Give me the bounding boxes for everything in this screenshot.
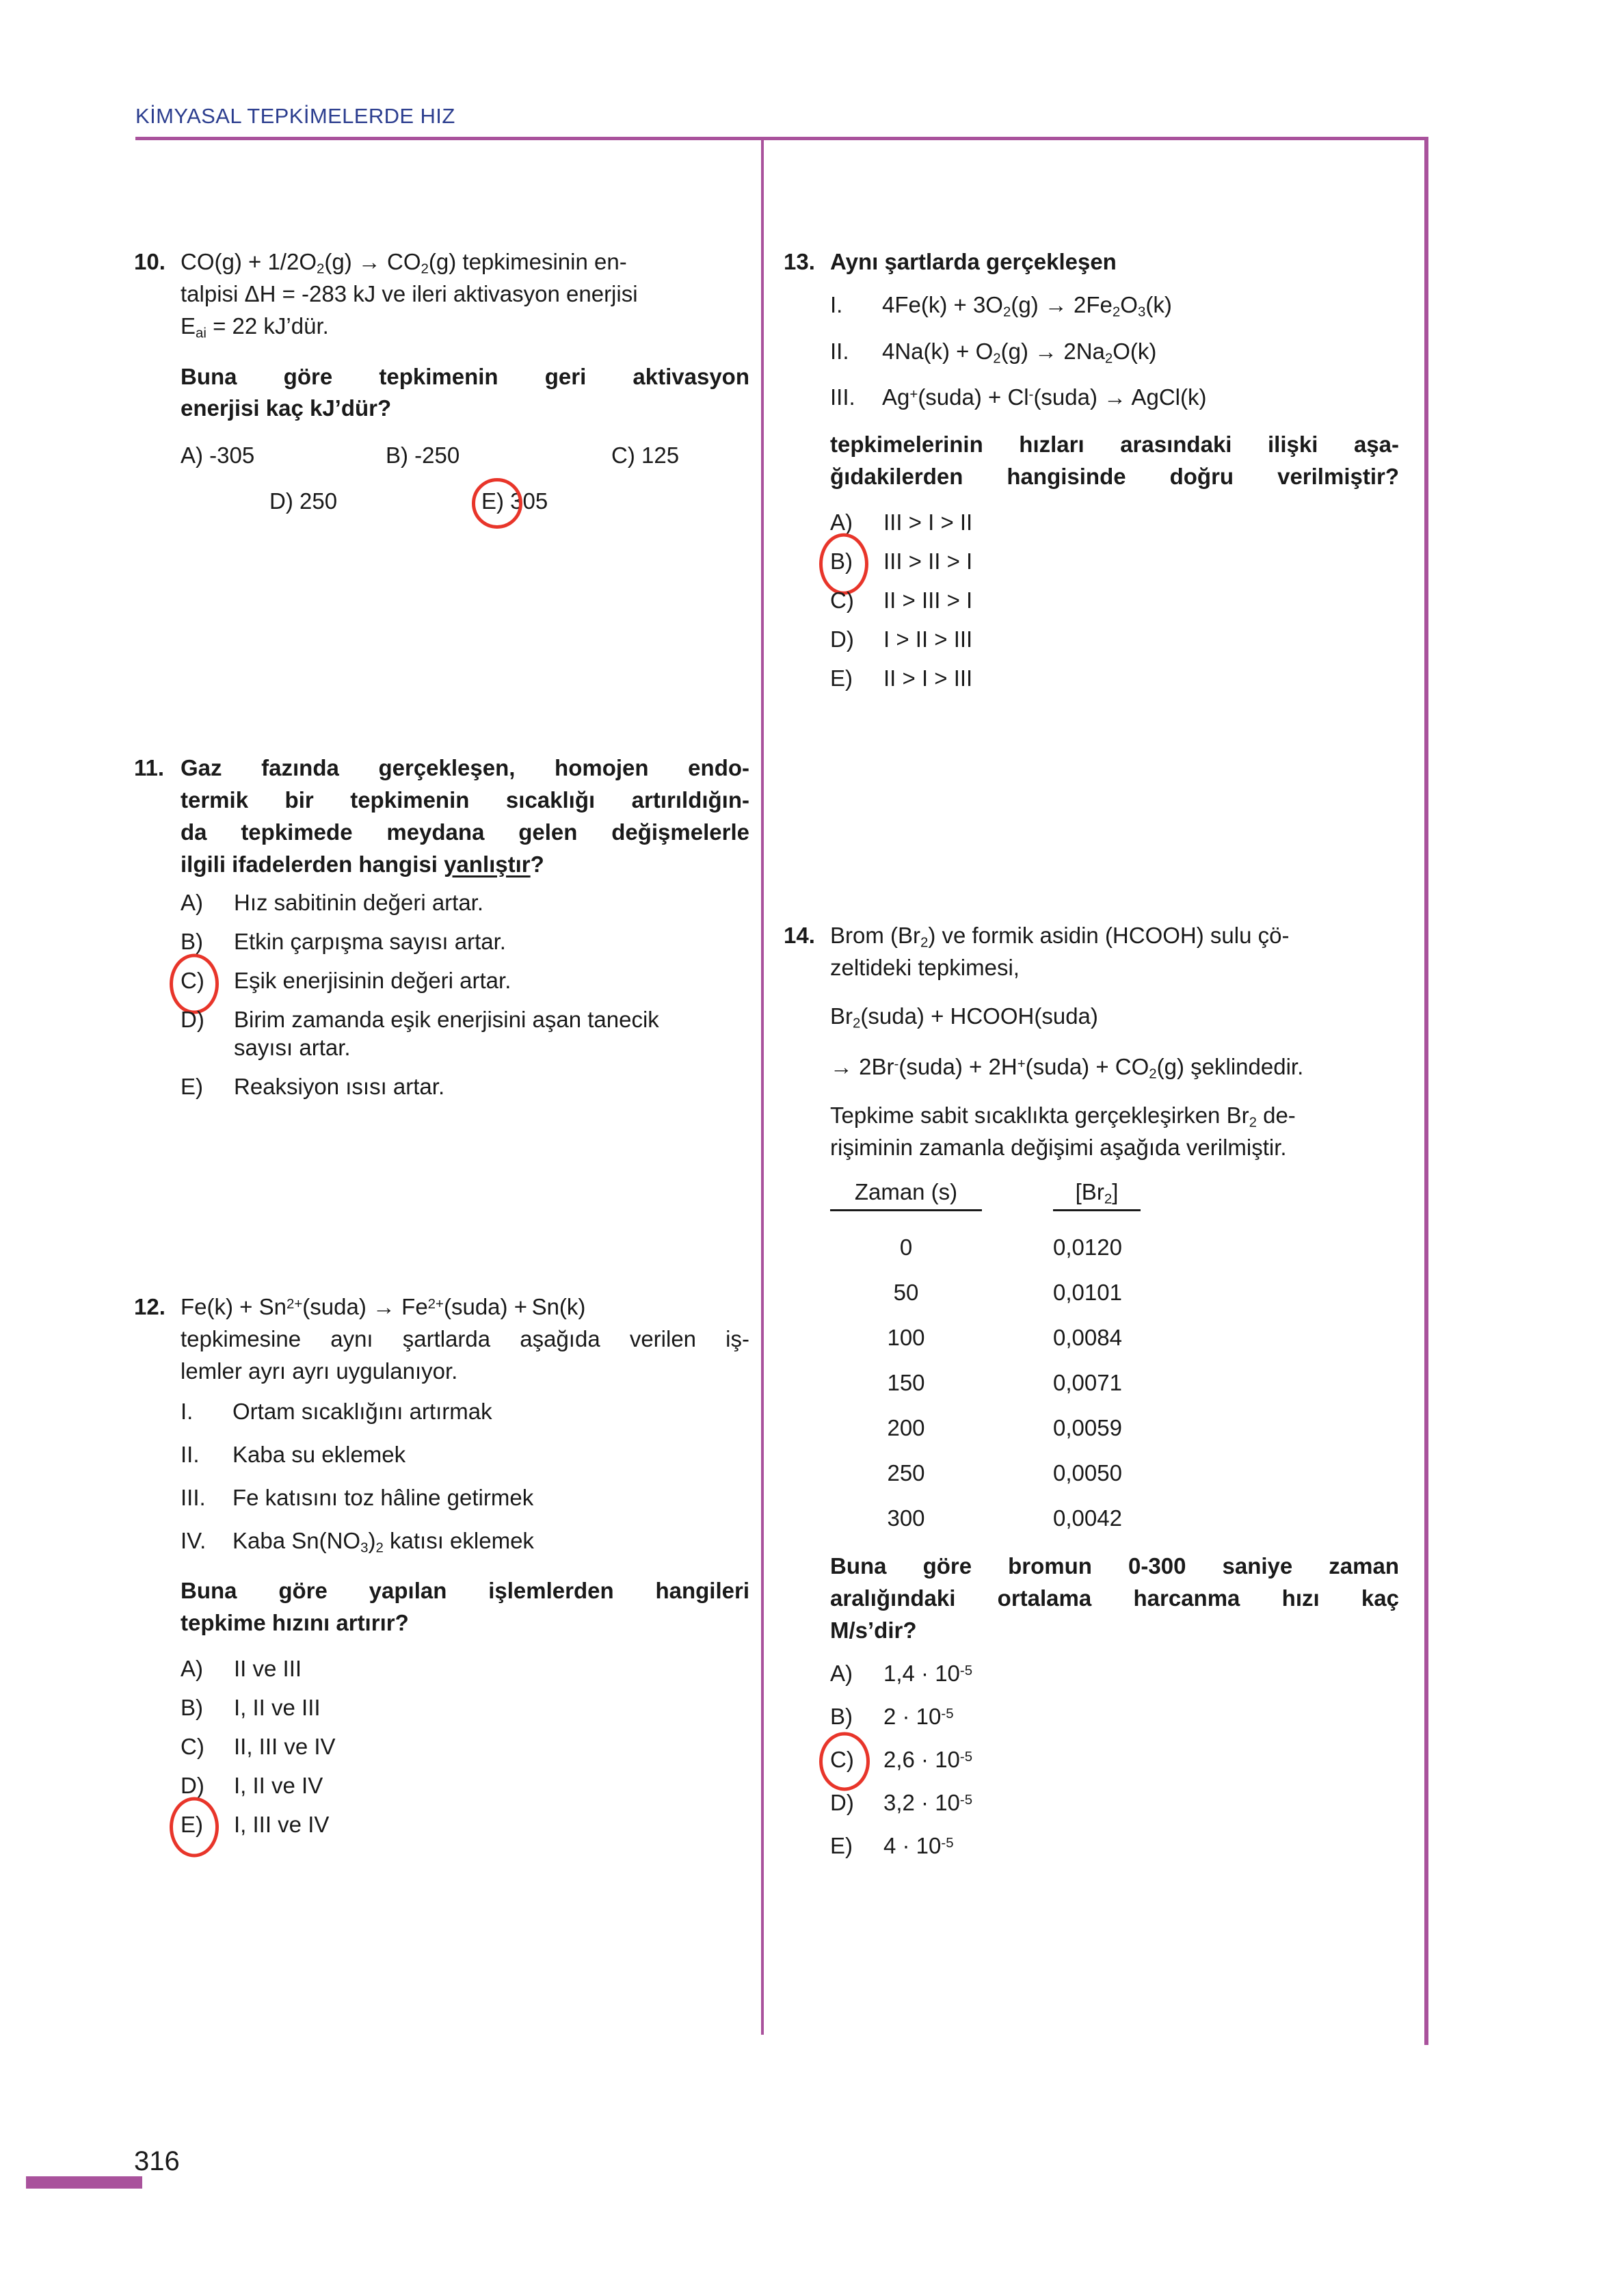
question-10-option-c-text: 125: [641, 443, 680, 468]
question-14-number: 14.: [784, 923, 815, 948]
question-13-options: [830, 511, 1399, 689]
question-14-option-a-text: $1,4 \cdot 10^{-5}$: [883, 1660, 973, 1686]
question-11-ask-line-3: da tepkimede meydana gelen değişmelerle: [181, 819, 749, 845]
question-14-option-c-letter: C): [830, 1746, 854, 1772]
question-14-option-e-text: $4 \cdot 10^{-5}$: [883, 1832, 954, 1858]
question-14-ask-line-3: M/s’dir?: [830, 1618, 917, 1644]
table-row: [830, 1370, 1399, 1396]
list-item: [830, 340, 1399, 366]
list-item: [181, 1529, 749, 1555]
question-13-option-b-letter: B): [830, 549, 853, 575]
question-10-option-b-letter: B): [386, 443, 408, 468]
table-cell-time: 50: [893, 1280, 919, 1306]
question-12-stem-line-3: lemler ayrı ayrı uygulanıyor.: [181, 1358, 458, 1384]
question-13-option-e-letter: E): [830, 665, 853, 691]
list-item: [181, 1443, 749, 1466]
question-12-item-4-text: Kaba $Sn(NO_3)_2$ katısı eklemek: [232, 1527, 534, 1555]
question-12-option-d-letter: D): [181, 1773, 204, 1799]
list-item: [830, 293, 1399, 319]
question-11-ask-line-4: [181, 849, 749, 881]
question-10-option-e[interactable]: [481, 490, 548, 512]
question-10-option-d[interactable]: [269, 490, 481, 512]
question-12-option-c-letter: C): [181, 1734, 204, 1760]
table-cell-concentration: 0,0120: [1053, 1235, 1122, 1261]
question-14-option-a-letter: A): [830, 1660, 853, 1686]
question-10-option-b-text: -250: [414, 443, 460, 468]
question-11-ask-line-2: termik bir tepkimenin sıcaklığı artırıldığın-: [181, 787, 749, 813]
question-14-equation-line-1: $Br_2(suda)$ + HCOOH(suda): [830, 1003, 1098, 1031]
question-13-option-c-letter: C): [830, 588, 854, 613]
question-14-equation: [830, 1001, 1399, 1083]
question-12-stem-line-2: tepkimesine aynı şartlarda aşağıda verilen iş-: [181, 1325, 749, 1351]
question-12-item-3-text: Fe katısını toz hâline getirmek: [232, 1484, 534, 1510]
question-14: [784, 920, 1399, 1873]
table-cell-time: 300: [887, 1505, 925, 1531]
question-11: [134, 752, 749, 1114]
question-11-option-d-text: Birim zamanda eşik enerjisini aşan tanecik: [234, 1007, 659, 1033]
table-row: [830, 1325, 1399, 1351]
question-12-ask-line-2: tepkime hızını artırır?: [181, 1610, 409, 1636]
right-margin-rule: [1424, 137, 1428, 2045]
question-12-item-list: [181, 1400, 749, 1555]
question-13-option-e[interactable]: [830, 667, 1399, 689]
question-14-option-c[interactable]: [830, 1748, 1399, 1771]
question-11-option-a[interactable]: [181, 891, 749, 914]
question-10-option-e-letter: E): [481, 488, 504, 514]
table-cell-time: 200: [887, 1415, 925, 1441]
question-14-option-b-letter: B): [830, 1703, 853, 1729]
table-row: [830, 1415, 1399, 1441]
question-12-option-e-letter: E): [181, 1812, 203, 1838]
table-cell-time: 100: [887, 1325, 925, 1351]
table-cell-concentration: 0,0084: [1053, 1325, 1122, 1351]
question-12-option-d-text: I, II ve IV: [234, 1773, 323, 1799]
question-10-options: [181, 444, 749, 512]
question-12-option-a-text: II ve III: [234, 1656, 302, 1682]
question-14-stem-line-4: rişiminin zamanla değişimi aşağıda verilmiştir.: [830, 1135, 1287, 1161]
question-12-option-e[interactable]: [181, 1813, 749, 1836]
question-12-option-a[interactable]: [181, 1657, 749, 1680]
question-13-option-d-text: I > II > III: [883, 626, 973, 652]
question-10-option-c[interactable]: [611, 444, 679, 466]
question-10: [134, 246, 749, 536]
question-13-reaction-3-number: III.: [830, 384, 855, 410]
question-10-option-a-letter: A): [181, 443, 203, 468]
question-11-option-e-letter: E): [181, 1074, 203, 1100]
question-14-option-c-text: $2,6 \cdot 10^{-5}$: [883, 1746, 973, 1772]
table-cell-time: 150: [887, 1370, 925, 1396]
question-14-option-d-letter: D): [830, 1789, 854, 1815]
table-header-time: Zaman (s): [830, 1179, 982, 1211]
question-11-option-a-text: Hız sabitinin değeri artar.: [234, 890, 484, 916]
question-13-option-d[interactable]: [830, 628, 1399, 650]
question-13-reaction-3-text: Ag+(suda) + Cl-(suda) → AgCl(k): [882, 384, 1207, 410]
question-14-data-table: [830, 1179, 1399, 1531]
table-row: [830, 1280, 1399, 1306]
question-11-options: [181, 891, 749, 1098]
question-14-option-b[interactable]: [830, 1705, 1399, 1728]
question-14-stem-tail: [830, 1100, 1399, 1164]
question-10-option-a[interactable]: [181, 444, 386, 466]
question-12-option-b-text: I, II ve III: [234, 1695, 321, 1721]
question-11-ask-line-1: Gaz fazında gerçekleşen, homojen endo-: [181, 755, 749, 780]
question-14-option-b-text: $2 \cdot 10^{-5}$: [883, 1703, 954, 1729]
question-12-item-2-number: II.: [181, 1441, 200, 1467]
question-14-equation-line-2: → 2Br-(suda) + 2H+(suda) + $CO_2(g)$ şeklindedir.: [830, 1053, 1304, 1081]
question-13-ask-top: Aynı şartlarda gerçekleşen: [830, 249, 1117, 274]
question-13-ask: [830, 429, 1399, 493]
question-13-reaction-2-number: II.: [830, 338, 849, 364]
question-10-ask-line-2: enerjisi kaç kJ’dür?: [181, 395, 392, 421]
table-row: [830, 1460, 1399, 1486]
question-11-option-b-text: Etkin çarpışma sayısı artar.: [234, 929, 506, 955]
list-item: [181, 1486, 749, 1509]
question-13-reaction-list: [830, 293, 1399, 409]
question-13-ask-line-2: ğıdakilerden hangisinde doğru verilmiştir?: [830, 464, 1399, 490]
question-12-option-e-text: I, III ve IV: [234, 1812, 330, 1838]
question-10-option-e-text: 305: [510, 488, 548, 514]
question-13-ask-line-1: tepkimelerinin hızları arasındaki ilişki aşa-: [830, 432, 1399, 458]
list-item: [181, 1400, 749, 1423]
question-11-option-d[interactable]: [181, 1008, 749, 1031]
question-13-reaction-1-text: $4Fe(k) + 3O_2(g) \to 2Fe_2O_3(k)$: [882, 291, 1172, 320]
question-10-option-a-text: -305: [209, 443, 255, 468]
question-12-ask-line-1: Buna göre yapılan işlemlerden hangileri: [181, 1578, 749, 1604]
question-11-option-c-letter: C): [181, 968, 204, 994]
question-13-option-c-text: II > III > I: [883, 588, 973, 613]
question-13-option-a-letter: A): [830, 510, 853, 536]
question-10-option-d-letter: D): [269, 488, 293, 514]
table-cell-time: 250: [887, 1460, 925, 1486]
question-11-number: 11.: [134, 755, 165, 780]
question-13-option-a-text: III > I > II: [883, 510, 973, 536]
question-12-option-d[interactable]: [181, 1774, 749, 1797]
table-cell-concentration: 0,0059: [1053, 1415, 1122, 1441]
question-12-item-1-text: Ortam sıcaklığını artırmak: [232, 1398, 492, 1424]
column-divider-rule: [761, 140, 764, 2035]
question-12-stem-line-1: $Fe(k) + Sn^{2+}(suda)$ → $Fe^{2+}(suda) + Sn(k)$: [181, 1294, 586, 1319]
question-14-ask: [830, 1550, 1399, 1647]
table-row: [830, 1235, 1399, 1261]
page-title: KİMYASAL TEPKİMELERDE HIZ: [135, 104, 455, 128]
table-header-concentration: $[Br_2]$: [1053, 1179, 1141, 1211]
question-12-number: 12.: [134, 1294, 165, 1319]
question-10-option-b[interactable]: [386, 444, 611, 466]
question-10-stem-line-1: $CO(g) + 1/2O_2(g) \to CO_2(g)$ tepkimesinin en-: [181, 249, 627, 277]
list-item: [830, 386, 1399, 408]
question-10-option-d-text: 250: [299, 488, 338, 514]
question-11-option-b[interactable]: [181, 930, 749, 953]
question-12-item-4-number: IV.: [181, 1527, 207, 1553]
table-cell-concentration: 0,0050: [1053, 1460, 1122, 1486]
question-11-ask-emphasis: yanlıştır: [444, 851, 531, 877]
question-11-option-e-text: Reaksiyon ısısı artar.: [234, 1074, 445, 1100]
question-12-options: [181, 1657, 749, 1836]
question-12-ask: [181, 1575, 749, 1639]
question-13-option-c[interactable]: [830, 589, 1399, 611]
question-12-item-1-number: I.: [181, 1398, 194, 1424]
question-14-option-a[interactable]: [830, 1662, 1399, 1685]
question-14-option-d[interactable]: [830, 1791, 1399, 1814]
question-14-option-e[interactable]: [830, 1834, 1399, 1857]
question-14-stem-line-1: Brom $(Br_2)$ ve formik asidin (HCOOH) sulu çö-: [830, 923, 1290, 951]
question-11-option-c[interactable]: [181, 969, 749, 992]
table-cell-concentration: 0,0101: [1053, 1280, 1122, 1306]
question-10-stem-line-2: talpisi ΔH = -283 kJ ve ileri aktivasyon enerjisi: [181, 281, 638, 307]
question-11-option-e[interactable]: [181, 1075, 749, 1098]
footer-accent-bar: [26, 2176, 142, 2189]
question-13-reaction-2-text: $4Na(k) + O_2(g) \to 2Na_2O(k)$: [882, 338, 1157, 366]
question-12-option-a-letter: A): [181, 1656, 203, 1682]
question-11-option-a-letter: A): [181, 890, 203, 916]
question-14-ask-line-1: Buna göre bromun 0-300 saniye zaman: [830, 1553, 1399, 1579]
question-10-ask-line-1: Buna göre tepkimenin geri aktivasyon: [181, 363, 749, 389]
question-14-stem-line-2: zeltideki tepkimesi,: [830, 955, 1020, 981]
question-13-option-d-letter: D): [830, 626, 854, 652]
question-13-number: 13.: [784, 249, 815, 274]
question-11-option-d-letter: D): [181, 1007, 204, 1033]
table-header-row: [830, 1179, 1399, 1211]
question-12-item-3-number: III.: [181, 1484, 206, 1510]
question-13-option-a[interactable]: [830, 510, 1399, 536]
question-11-option-b-letter: B): [181, 929, 203, 955]
question-11-option-d-continued: [181, 1036, 749, 1059]
question-14-options: [830, 1662, 1399, 1857]
question-11-ask-line-4-post: ?: [530, 851, 544, 877]
page-number: 316: [134, 2146, 180, 2176]
question-13-option-b[interactable]: [830, 549, 1399, 575]
question-12-option-c-text: II, III ve IV: [234, 1734, 336, 1760]
question-13-option-e-text: II > I > III: [883, 665, 973, 691]
question-14-stem-line-3: Tepkime sabit sıcaklıkta gerçekleşirken $Br_2$ de-: [830, 1102, 1296, 1131]
question-13: [784, 246, 1399, 706]
question-10-stem-line-3: $E_{ai} = 22$ kJ’dür.: [181, 313, 329, 341]
question-14-option-e-letter: E): [830, 1832, 853, 1858]
question-10-option-c-letter: C): [611, 443, 635, 468]
table-cell-concentration: 0,0042: [1053, 1505, 1122, 1531]
question-12-option-b-letter: B): [181, 1695, 203, 1721]
question-11-option-d-text-2: sayısı artar.: [234, 1035, 351, 1061]
question-10-option-row-1: [181, 444, 749, 466]
question-13-option-b-text: III > II > I: [883, 549, 973, 575]
question-14-option-d-text: $3,2 \cdot 10^{-5}$: [883, 1789, 973, 1815]
table-cell-time: 0: [899, 1235, 913, 1261]
question-10-option-row-2: [269, 490, 749, 512]
question-12-item-2-text: Kaba su eklemek: [232, 1441, 406, 1467]
table-cell-concentration: 0,0071: [1053, 1370, 1122, 1396]
table-row: [830, 1505, 1399, 1531]
question-11-ask-line-4-pre: ilgili ifadelerden hangisi: [181, 851, 444, 877]
question-13-reaction-1-number: I.: [830, 291, 843, 317]
header-divider-rule: [135, 137, 1428, 140]
question-12-option-c[interactable]: [181, 1735, 749, 1758]
question-11-option-c-text: Eşik enerjisinin değeri artar.: [234, 968, 511, 994]
question-12-option-b[interactable]: [181, 1696, 749, 1719]
question-14-ask-line-2: aralığındaki ortalama harcanma hızı kaç: [830, 1585, 1399, 1611]
question-10-number: 10.: [134, 249, 165, 274]
question-12: [134, 1291, 749, 1852]
